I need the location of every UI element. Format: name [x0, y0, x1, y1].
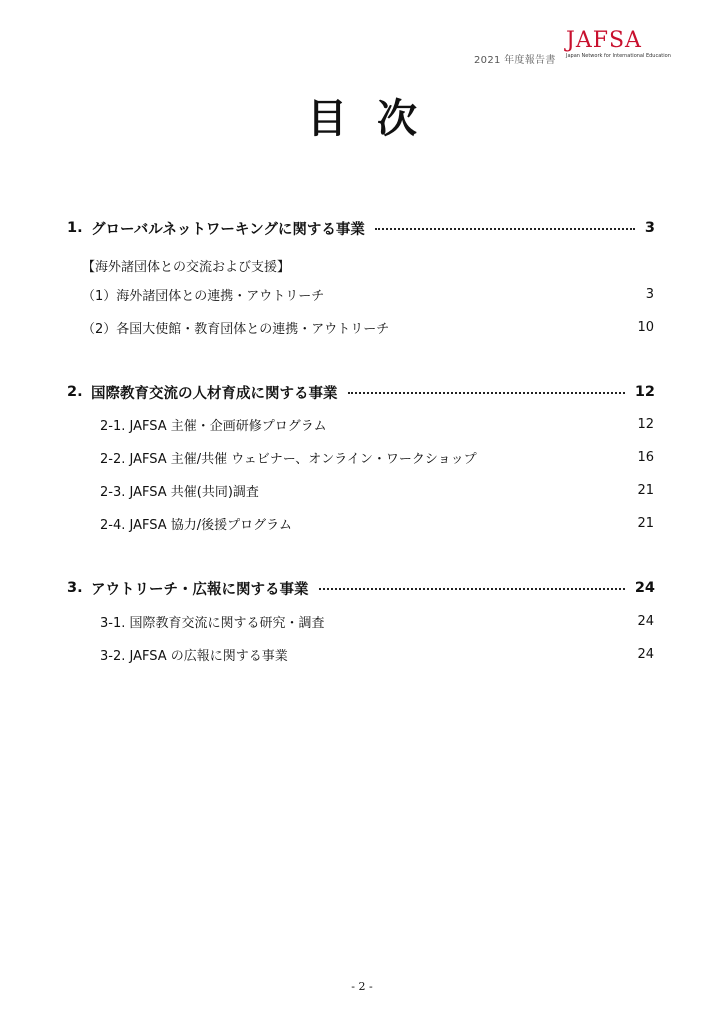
item-page: 21 — [637, 482, 654, 498]
item-page: 21 — [637, 515, 654, 531]
item-label: （1）海外諸団体との連携・アウトリーチ — [82, 288, 325, 304]
toc-item[interactable] — [100, 611, 654, 631]
section-number: 2. — [67, 384, 83, 400]
page-number: - 2 - — [351, 980, 373, 993]
item-page: 24 — [637, 646, 654, 662]
item-page: 3 — [645, 286, 654, 302]
dot-leader — [348, 392, 625, 394]
item-label: 3-1. 国際教育交流に関する研究・調査 — [100, 615, 325, 631]
toc-item[interactable] — [82, 317, 654, 337]
section-number: 1. — [67, 220, 83, 236]
toc-item[interactable] — [100, 513, 654, 533]
item-label: 2-2. JAFSA 主催/共催 ウェビナー、オンライン・ワークショップ — [100, 451, 477, 467]
item-label: 3-2. JAFSA の広報に関する事業 — [100, 648, 288, 664]
item-label: （2）各国大使館・教育団体との連携・アウトリーチ — [82, 321, 390, 337]
section-title: 国際教育交流の人材育成に関する事業 — [91, 385, 338, 402]
toc-item[interactable] — [82, 284, 654, 304]
logo-text: JAFSA — [566, 28, 642, 53]
item-page: 10 — [637, 319, 654, 335]
section-number: 3. — [67, 580, 83, 596]
toc-section-2[interactable] — [67, 382, 655, 402]
toc-item[interactable] — [100, 447, 654, 467]
toc-subheading: 【海外諸団体との交流および支援】 — [82, 260, 291, 275]
section-page: 12 — [634, 384, 655, 400]
section-title: アウトリーチ・広報に関する事業 — [91, 581, 309, 598]
toc-section-1[interactable] — [67, 218, 655, 238]
section-page: 3 — [644, 220, 655, 236]
item-label: 2-1. JAFSA 主催・企画研修プログラム — [100, 418, 327, 434]
logo-subtitle: Japan Network for International Education — [566, 53, 671, 59]
toc-item[interactable] — [100, 414, 654, 434]
section-title: グローバルネットワーキングに関する事業 — [91, 221, 365, 238]
item-label: 2-3. JAFSA 共催(共同)調査 — [100, 484, 259, 500]
toc-section-3[interactable] — [67, 578, 655, 598]
page-title: 目次 — [307, 96, 447, 142]
report-year-label: 2021 年度報告書 — [474, 55, 556, 66]
toc-item[interactable] — [100, 480, 654, 500]
jafsa-logo — [566, 28, 671, 67]
section-page: 24 — [634, 580, 655, 596]
item-page: 24 — [637, 613, 654, 629]
item-page: 16 — [637, 449, 654, 465]
item-page: 12 — [637, 416, 654, 432]
dot-leader — [319, 588, 625, 590]
toc-item[interactable] — [100, 644, 654, 664]
item-label: 2-4. JAFSA 協力/後援プログラム — [100, 517, 293, 533]
dot-leader — [375, 228, 635, 230]
